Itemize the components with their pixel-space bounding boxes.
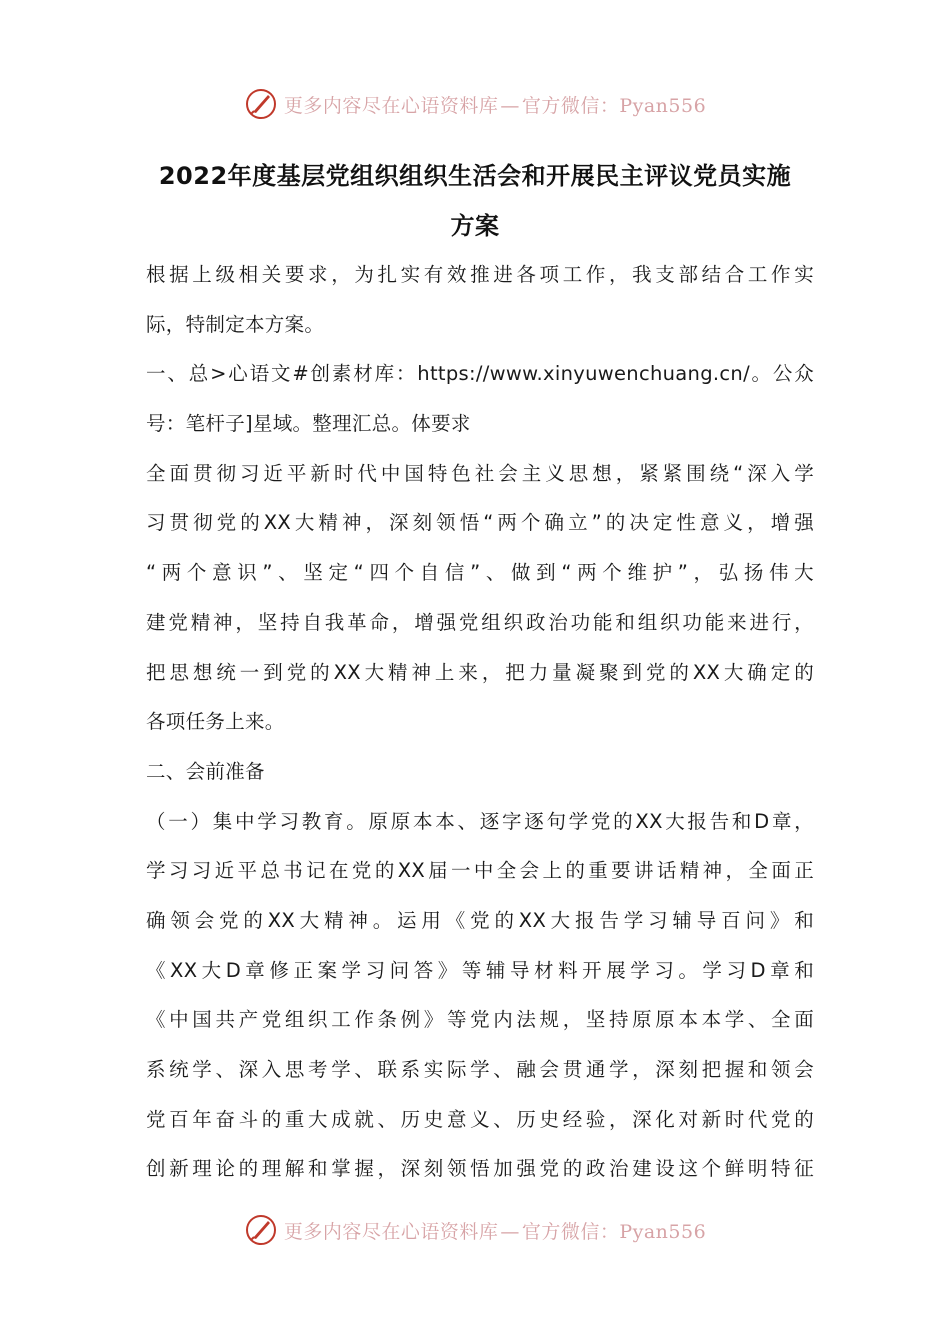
watermark-slogan: 更多内容尽在心语资料库 [283, 94, 499, 117]
body-line: 确领会党的XX大精神。运用《党的XX大报告学习辅导百问》和 [146, 908, 814, 932]
watermark-separator: — [500, 1220, 520, 1243]
quill-logo-icon [244, 1213, 278, 1247]
body-line: 《XX大D章修正案学习问答》等辅导材料开展学习。学习D章和 [146, 958, 814, 982]
watermark-wechat: 官方微信：Pyan556 [521, 94, 707, 117]
document-title-line-2: 方案 [450, 212, 500, 240]
body-line: 号：笔杆子]星域。整理汇总。体要求 [146, 412, 471, 436]
quill-logo-icon [244, 87, 278, 121]
body-line: 建党精神，坚持自我革命，增强党组织政治功能和组织功能来进行， [146, 610, 814, 634]
watermark-text [284, 1217, 706, 1244]
body-line: 把思想统一到党的XX大精神上来，把力量凝聚到党的XX大确定的 [146, 660, 814, 684]
body-line: 《中国共产党组织工作条例》等党内法规，坚持原原本本学、全面 [146, 1008, 814, 1032]
body-line: 各项任务上来。 [146, 710, 285, 734]
body-line: （一）集中学习教育。原原本本、逐字逐句学党的XX大报告和D章， [146, 809, 814, 833]
body-line: 习贯彻党的XX大精神，深刻领悟“两个确立”的决定性意义，增强 [146, 511, 814, 535]
body-line: 全面贯彻习近平新时代中国特色社会主义思想，紧紧围绕“深入学 [146, 461, 814, 485]
section-heading: 二、会前准备 [146, 759, 265, 783]
watermark-separator: — [500, 94, 520, 117]
body-line: 际，特制定本方案。 [146, 312, 325, 336]
footer-watermark-banner [0, 1210, 950, 1250]
header-watermark-banner [0, 84, 950, 124]
body-line: 一、总>心语文#创素材库：https://www.xinyuwenchuang.cn/。公众 [146, 362, 814, 386]
body-line: 系统学、深入思考学、联系实际学、融会贯通学，深刻把握和领会 [146, 1058, 814, 1081]
watermark-slogan: 更多内容尽在心语资料库 [283, 1220, 499, 1243]
document-title-line-1: 2022年度基层党组织组织生活会和开展民主评议党员实施 [158, 162, 792, 190]
document-body [146, 250, 814, 1194]
body-line: 根据上级相关要求，为扎实有效推进各项工作，我支部结合工作实 [146, 263, 814, 286]
watermark-wechat: 官方微信：Pyan556 [521, 1220, 707, 1243]
body-line: “两个意识”、坚定“四个自信”、做到“两个维护”，弘扬伟大 [146, 561, 814, 585]
body-line: 党百年奋斗的重大成就、历史意义、历史经验，深化对新时代党的 [146, 1107, 814, 1131]
watermark-text [284, 91, 706, 118]
body-line: 创新理论的理解和掌握，深刻领悟加强党的政治建设这个鲜明特征 [146, 1157, 814, 1181]
body-line: 学习习近平总书记在党的XX届一中全会上的重要讲话精神，全面正 [146, 859, 814, 883]
